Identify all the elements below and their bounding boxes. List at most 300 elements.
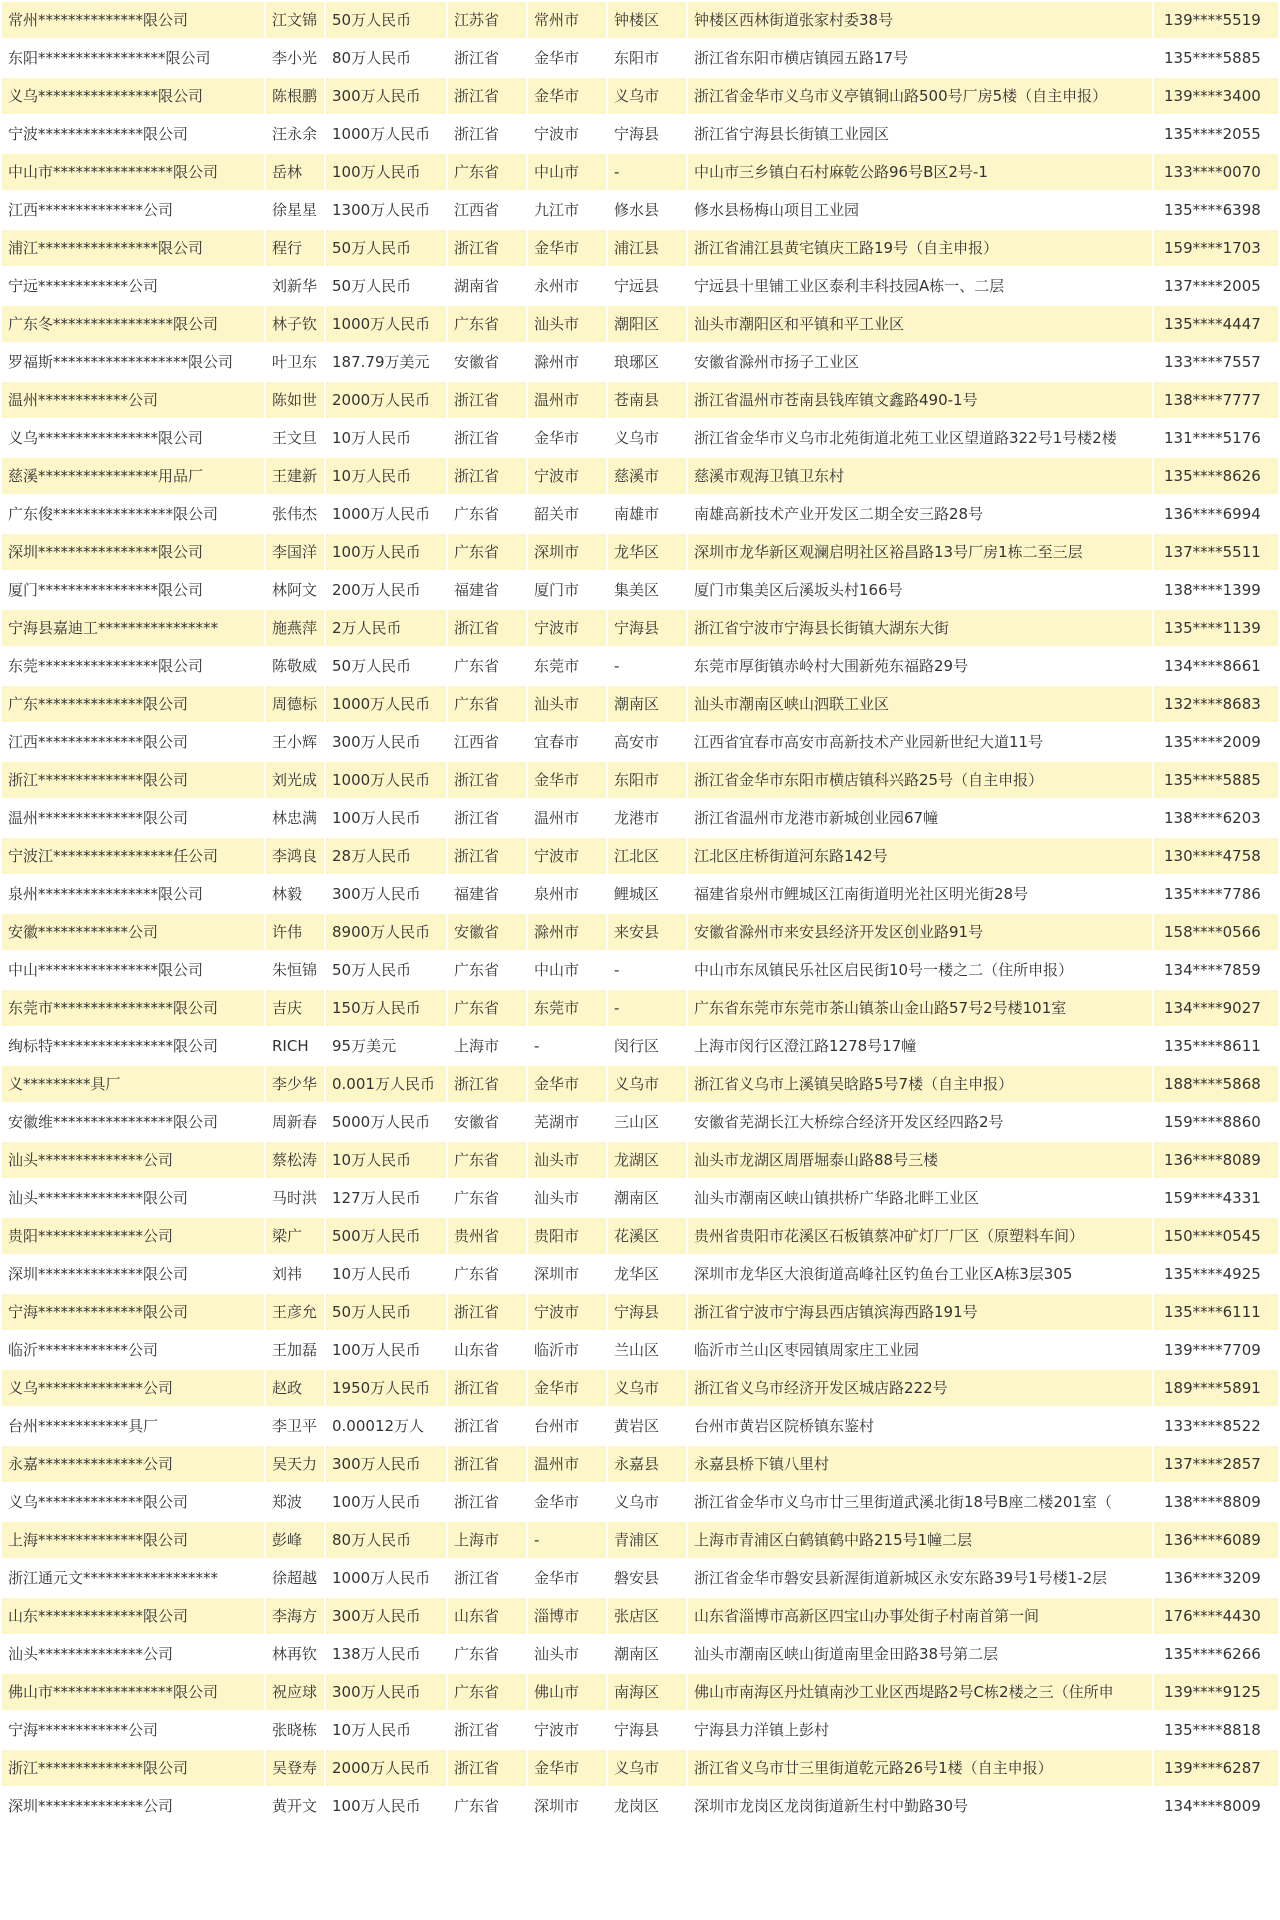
legal-rep-cell: 陈如世 xyxy=(266,382,324,418)
province-cell: 广东省 xyxy=(448,1180,526,1216)
registered-capital-cell: 1000万人民币 xyxy=(326,686,446,722)
table-row xyxy=(2,1484,1278,1520)
address-cell: 江北区庄桥街道河东路142号 xyxy=(688,838,1152,874)
legal-rep-cell: 林毅 xyxy=(266,876,324,912)
province-cell: 广东省 xyxy=(448,1674,526,1710)
table-row xyxy=(2,686,1278,722)
table-row xyxy=(2,1636,1278,1672)
phone-cell: 130****4758 xyxy=(1154,838,1278,874)
city-cell: 金华市 xyxy=(528,230,606,266)
registered-capital-cell: 1000万人民币 xyxy=(326,306,446,342)
city-cell: 淄博市 xyxy=(528,1598,606,1634)
city-cell: 汕头市 xyxy=(528,1142,606,1178)
district-cell: - xyxy=(608,648,686,684)
company-name-cell: 温州**************限公司 xyxy=(2,800,264,836)
company-name-cell: 泉州****************限公司 xyxy=(2,876,264,912)
city-cell: 宁波市 xyxy=(528,838,606,874)
address-cell: 贵州省贵阳市花溪区石板镇蔡冲矿灯厂厂区（原塑料车间） xyxy=(688,1218,1152,1254)
registered-capital-cell: 100万人民币 xyxy=(326,1788,446,1824)
table-row xyxy=(2,534,1278,570)
registered-capital-cell: 187.79万美元 xyxy=(326,344,446,380)
city-cell: 滁州市 xyxy=(528,344,606,380)
registered-capital-cell: 300万人民币 xyxy=(326,1674,446,1710)
legal-rep-cell: 刘光成 xyxy=(266,762,324,798)
legal-rep-cell: 程行 xyxy=(266,230,324,266)
registered-capital-cell: 100万人民币 xyxy=(326,1484,446,1520)
table-row xyxy=(2,1560,1278,1596)
phone-cell: 137****2005 xyxy=(1154,268,1278,304)
company-name-cell: 东莞****************限公司 xyxy=(2,648,264,684)
table-row xyxy=(2,154,1278,190)
district-cell: 高安市 xyxy=(608,724,686,760)
table-row xyxy=(2,610,1278,646)
phone-cell: 136****8089 xyxy=(1154,1142,1278,1178)
company-name-cell: 中山市****************限公司 xyxy=(2,154,264,190)
legal-rep-cell: 马时洪 xyxy=(266,1180,324,1216)
table-row xyxy=(2,762,1278,798)
phone-cell: 139****9125 xyxy=(1154,1674,1278,1710)
province-cell: 广东省 xyxy=(448,648,526,684)
city-cell: 深圳市 xyxy=(528,534,606,570)
company-name-cell: 浙江**************限公司 xyxy=(2,762,264,798)
address-cell: 佛山市南海区丹灶镇南沙工业区西堤路2号C栋2楼之三（住所申 xyxy=(688,1674,1152,1710)
table-row xyxy=(2,192,1278,228)
phone-cell: 131****5176 xyxy=(1154,420,1278,456)
city-cell: 深圳市 xyxy=(528,1788,606,1824)
address-cell: 上海市闵行区澄江路1278号17幢 xyxy=(688,1028,1152,1064)
table-body xyxy=(2,2,1278,1824)
phone-cell: 138****7777 xyxy=(1154,382,1278,418)
province-cell: 浙江省 xyxy=(448,610,526,646)
phone-cell: 134****7859 xyxy=(1154,952,1278,988)
district-cell: 磐安县 xyxy=(608,1560,686,1596)
city-cell: 滁州市 xyxy=(528,914,606,950)
legal-rep-cell: 刘新华 xyxy=(266,268,324,304)
address-cell: 安徽省滁州市来安县经济开发区创业路91号 xyxy=(688,914,1152,950)
registered-capital-cell: 1300万人民币 xyxy=(326,192,446,228)
company-name-cell: 常州**************限公司 xyxy=(2,2,264,38)
table-row xyxy=(2,838,1278,874)
table-row xyxy=(2,268,1278,304)
district-cell: 三山区 xyxy=(608,1104,686,1140)
city-cell: 汕头市 xyxy=(528,686,606,722)
city-cell: 芜湖市 xyxy=(528,1104,606,1140)
phone-cell: 150****0545 xyxy=(1154,1218,1278,1254)
district-cell: - xyxy=(608,952,686,988)
registered-capital-cell: 80万人民币 xyxy=(326,1522,446,1558)
address-cell: 浙江省宁波市宁海县西店镇滨海西路191号 xyxy=(688,1294,1152,1330)
province-cell: 山东省 xyxy=(448,1332,526,1368)
phone-cell: 135****4925 xyxy=(1154,1256,1278,1292)
legal-rep-cell: 刘祎 xyxy=(266,1256,324,1292)
address-cell: 浙江省金华市磐安县新渥街道新城区永安东路39号1号楼1-2层 xyxy=(688,1560,1152,1596)
legal-rep-cell: 张晓栋 xyxy=(266,1712,324,1748)
table-row xyxy=(2,1750,1278,1786)
city-cell: 佛山市 xyxy=(528,1674,606,1710)
city-cell: 金华市 xyxy=(528,420,606,456)
registered-capital-cell: 100万人民币 xyxy=(326,534,446,570)
registered-capital-cell: 300万人民币 xyxy=(326,724,446,760)
phone-cell: 137****5511 xyxy=(1154,534,1278,570)
city-cell: 临沂市 xyxy=(528,1332,606,1368)
province-cell: 广东省 xyxy=(448,534,526,570)
registered-capital-cell: 300万人民币 xyxy=(326,876,446,912)
district-cell: 宁海县 xyxy=(608,1294,686,1330)
district-cell: 东阳市 xyxy=(608,40,686,76)
table-row xyxy=(2,230,1278,266)
province-cell: 浙江省 xyxy=(448,1408,526,1444)
district-cell: 浦江县 xyxy=(608,230,686,266)
table-row xyxy=(2,914,1278,950)
district-cell: 慈溪市 xyxy=(608,458,686,494)
legal-rep-cell: 朱恒锦 xyxy=(266,952,324,988)
district-cell: 集美区 xyxy=(608,572,686,608)
address-cell: 安徽省滁州市扬子工业区 xyxy=(688,344,1152,380)
address-cell: 浙江省金华市义乌市义亭镇铜山路500号厂房5楼（自主申报） xyxy=(688,78,1152,114)
phone-cell: 135****8818 xyxy=(1154,1712,1278,1748)
phone-cell: 134****8661 xyxy=(1154,648,1278,684)
company-name-cell: 义乌**************限公司 xyxy=(2,1484,264,1520)
address-cell: 永嘉县桥下镇八里村 xyxy=(688,1446,1152,1482)
company-name-cell: 深圳**************公司 xyxy=(2,1788,264,1824)
company-name-cell: 宁远************公司 xyxy=(2,268,264,304)
phone-cell: 133****8522 xyxy=(1154,1408,1278,1444)
city-cell: 温州市 xyxy=(528,382,606,418)
district-cell: 龙华区 xyxy=(608,534,686,570)
company-name-cell: 广东冬****************限公司 xyxy=(2,306,264,342)
province-cell: 广东省 xyxy=(448,990,526,1026)
district-cell: 黄岩区 xyxy=(608,1408,686,1444)
phone-cell: 139****5519 xyxy=(1154,2,1278,38)
legal-rep-cell: 吴登寿 xyxy=(266,1750,324,1786)
province-cell: 浙江省 xyxy=(448,40,526,76)
company-name-cell: 台州************具厂 xyxy=(2,1408,264,1444)
province-cell: 浙江省 xyxy=(448,230,526,266)
province-cell: 安徽省 xyxy=(448,344,526,380)
province-cell: 广东省 xyxy=(448,496,526,532)
registered-capital-cell: 10万人民币 xyxy=(326,1142,446,1178)
table-row xyxy=(2,1598,1278,1634)
table-row xyxy=(2,1142,1278,1178)
legal-rep-cell: 梁广 xyxy=(266,1218,324,1254)
registered-capital-cell: 138万人民币 xyxy=(326,1636,446,1672)
company-name-cell: 安徽维****************限公司 xyxy=(2,1104,264,1140)
registered-capital-cell: 2000万人民币 xyxy=(326,1750,446,1786)
table-row xyxy=(2,1712,1278,1748)
legal-rep-cell: 王文旦 xyxy=(266,420,324,456)
registered-capital-cell: 50万人民币 xyxy=(326,268,446,304)
phone-cell: 139****7709 xyxy=(1154,1332,1278,1368)
city-cell: 金华市 xyxy=(528,1560,606,1596)
table-row xyxy=(2,78,1278,114)
legal-rep-cell: 李国洋 xyxy=(266,534,324,570)
company-name-cell: 宁波江****************任公司 xyxy=(2,838,264,874)
registered-capital-cell: 0.00012万人 xyxy=(326,1408,446,1444)
address-cell: 浙江省宁海县长街镇工业园区 xyxy=(688,116,1152,152)
table-row xyxy=(2,724,1278,760)
registered-capital-cell: 127万人民币 xyxy=(326,1180,446,1216)
district-cell: 义乌市 xyxy=(608,78,686,114)
legal-rep-cell: RICH xyxy=(266,1028,324,1064)
company-name-cell: 永嘉**************公司 xyxy=(2,1446,264,1482)
registered-capital-cell: 50万人民币 xyxy=(326,952,446,988)
registered-capital-cell: 300万人民币 xyxy=(326,78,446,114)
district-cell: 东阳市 xyxy=(608,762,686,798)
district-cell: 苍南县 xyxy=(608,382,686,418)
city-cell: 汕头市 xyxy=(528,1180,606,1216)
registered-capital-cell: 1000万人民币 xyxy=(326,762,446,798)
company-name-cell: 浙江通元文****************** xyxy=(2,1560,264,1596)
district-cell: 龙港市 xyxy=(608,800,686,836)
company-name-cell: 绚标特****************限公司 xyxy=(2,1028,264,1064)
table-row xyxy=(2,952,1278,988)
province-cell: 浙江省 xyxy=(448,1294,526,1330)
city-cell: 厦门市 xyxy=(528,572,606,608)
city-cell: 宁波市 xyxy=(528,1294,606,1330)
registered-capital-cell: 50万人民币 xyxy=(326,2,446,38)
province-cell: 福建省 xyxy=(448,572,526,608)
district-cell: 青浦区 xyxy=(608,1522,686,1558)
registered-capital-cell: 0.001万人民币 xyxy=(326,1066,446,1102)
district-cell: 宁海县 xyxy=(608,1712,686,1748)
district-cell: - xyxy=(608,990,686,1026)
city-cell: 中山市 xyxy=(528,952,606,988)
phone-cell: 176****4430 xyxy=(1154,1598,1278,1634)
district-cell: 来安县 xyxy=(608,914,686,950)
phone-cell: 159****8860 xyxy=(1154,1104,1278,1140)
district-cell: 永嘉县 xyxy=(608,1446,686,1482)
legal-rep-cell: 许伟 xyxy=(266,914,324,950)
phone-cell: 136****3209 xyxy=(1154,1560,1278,1596)
province-cell: 安徽省 xyxy=(448,914,526,950)
province-cell: 浙江省 xyxy=(448,78,526,114)
address-cell: 浙江省义乌市廿三里街道乾元路26号1楼（自主申报） xyxy=(688,1750,1152,1786)
company-name-cell: 临沂************公司 xyxy=(2,1332,264,1368)
district-cell: 江北区 xyxy=(608,838,686,874)
city-cell: 金华市 xyxy=(528,78,606,114)
district-cell: 宁海县 xyxy=(608,116,686,152)
district-cell: 义乌市 xyxy=(608,1066,686,1102)
district-cell: 花溪区 xyxy=(608,1218,686,1254)
legal-rep-cell: 蔡松涛 xyxy=(266,1142,324,1178)
table-row xyxy=(2,800,1278,836)
address-cell: 汕头市潮南区峡山镇拱桥广华路北畔工业区 xyxy=(688,1180,1152,1216)
company-name-cell: 宁海县嘉迪工**************** xyxy=(2,610,264,646)
registered-capital-cell: 300万人民币 xyxy=(326,1598,446,1634)
registered-capital-cell: 100万人民币 xyxy=(326,800,446,836)
phone-cell: 189****5891 xyxy=(1154,1370,1278,1406)
province-cell: 贵州省 xyxy=(448,1218,526,1254)
registered-capital-cell: 150万人民币 xyxy=(326,990,446,1026)
address-cell: 深圳市龙华区大浪街道高峰社区钓鱼台工业区A栋3层305 xyxy=(688,1256,1152,1292)
address-cell: 宁海县力洋镇上彭村 xyxy=(688,1712,1152,1748)
company-name-cell: 义乌****************限公司 xyxy=(2,420,264,456)
table-row xyxy=(2,1180,1278,1216)
city-cell: - xyxy=(528,1028,606,1064)
table-row xyxy=(2,306,1278,342)
phone-cell: 135****5885 xyxy=(1154,762,1278,798)
district-cell: 修水县 xyxy=(608,192,686,228)
district-cell: 潮南区 xyxy=(608,686,686,722)
company-name-cell: 汕头**************限公司 xyxy=(2,1180,264,1216)
province-cell: 广东省 xyxy=(448,1636,526,1672)
province-cell: 安徽省 xyxy=(448,1104,526,1140)
legal-rep-cell: 祝应球 xyxy=(266,1674,324,1710)
company-name-cell: 东莞市****************限公司 xyxy=(2,990,264,1026)
table-row xyxy=(2,40,1278,76)
legal-rep-cell: 黄开文 xyxy=(266,1788,324,1824)
registered-capital-cell: 50万人民币 xyxy=(326,230,446,266)
registered-capital-cell: 10万人民币 xyxy=(326,1256,446,1292)
city-cell: - xyxy=(528,1522,606,1558)
company-name-cell: 罗福斯******************限公司 xyxy=(2,344,264,380)
address-cell: 江西省宜春市高安市高新技术产业园新世纪大道11号 xyxy=(688,724,1152,760)
district-cell: 龙湖区 xyxy=(608,1142,686,1178)
province-cell: 广东省 xyxy=(448,154,526,190)
address-cell: 台州市黄岩区院桥镇东鉴村 xyxy=(688,1408,1152,1444)
registered-capital-cell: 2万人民币 xyxy=(326,610,446,646)
legal-rep-cell: 吴天力 xyxy=(266,1446,324,1482)
province-cell: 浙江省 xyxy=(448,458,526,494)
province-cell: 浙江省 xyxy=(448,800,526,836)
registered-capital-cell: 1000万人民币 xyxy=(326,1560,446,1596)
legal-rep-cell: 周德标 xyxy=(266,686,324,722)
table-row xyxy=(2,1370,1278,1406)
phone-cell: 133****0070 xyxy=(1154,154,1278,190)
address-cell: 汕头市潮南区峡山泗联工业区 xyxy=(688,686,1152,722)
legal-rep-cell: 江文锦 xyxy=(266,2,324,38)
registered-capital-cell: 50万人民币 xyxy=(326,1294,446,1330)
district-cell: 义乌市 xyxy=(608,420,686,456)
city-cell: 温州市 xyxy=(528,800,606,836)
table-row xyxy=(2,2,1278,38)
province-cell: 山东省 xyxy=(448,1598,526,1634)
company-name-cell: 浙江**************限公司 xyxy=(2,1750,264,1786)
table-row xyxy=(2,382,1278,418)
table-row xyxy=(2,1028,1278,1064)
company-name-cell: 义乌**************公司 xyxy=(2,1370,264,1406)
phone-cell: 135****6398 xyxy=(1154,192,1278,228)
registered-capital-cell: 8900万人民币 xyxy=(326,914,446,950)
district-cell: 宁远县 xyxy=(608,268,686,304)
phone-cell: 135****7786 xyxy=(1154,876,1278,912)
table-row xyxy=(2,458,1278,494)
province-cell: 浙江省 xyxy=(448,1484,526,1520)
district-cell: 龙华区 xyxy=(608,1256,686,1292)
legal-rep-cell: 李海方 xyxy=(266,1598,324,1634)
table-row xyxy=(2,572,1278,608)
registered-capital-cell: 10万人民币 xyxy=(326,458,446,494)
address-cell: 钟楼区西林街道张家村委38号 xyxy=(688,2,1152,38)
province-cell: 浙江省 xyxy=(448,116,526,152)
city-cell: 贵阳市 xyxy=(528,1218,606,1254)
address-cell: 浙江省宁波市宁海县长街镇大湖东大街 xyxy=(688,610,1152,646)
table-row xyxy=(2,1218,1278,1254)
registered-capital-cell: 95万美元 xyxy=(326,1028,446,1064)
city-cell: 东莞市 xyxy=(528,648,606,684)
district-cell: - xyxy=(608,154,686,190)
district-cell: 南海区 xyxy=(608,1674,686,1710)
province-cell: 江西省 xyxy=(448,724,526,760)
address-cell: 山东省淄博市高新区四宝山办事处街子村南首第一间 xyxy=(688,1598,1152,1634)
province-cell: 浙江省 xyxy=(448,1370,526,1406)
city-cell: 永州市 xyxy=(528,268,606,304)
address-cell: 广东省东莞市东莞市茶山镇茶山金山路57号2号楼101室 xyxy=(688,990,1152,1026)
phone-cell: 137****2857 xyxy=(1154,1446,1278,1482)
address-cell: 浙江省金华市义乌市北苑街道北苑工业区望道路322号1号楼2楼 xyxy=(688,420,1152,456)
district-cell: 义乌市 xyxy=(608,1370,686,1406)
company-name-cell: 义乌****************限公司 xyxy=(2,78,264,114)
city-cell: 金华市 xyxy=(528,1750,606,1786)
district-cell: 南雄市 xyxy=(608,496,686,532)
table-row xyxy=(2,496,1278,532)
registered-capital-cell: 50万人民币 xyxy=(326,648,446,684)
phone-cell: 138****1399 xyxy=(1154,572,1278,608)
province-cell: 湖南省 xyxy=(448,268,526,304)
province-cell: 浙江省 xyxy=(448,1446,526,1482)
district-cell: 义乌市 xyxy=(608,1484,686,1520)
registered-capital-cell: 10万人民币 xyxy=(326,420,446,456)
legal-rep-cell: 赵政 xyxy=(266,1370,324,1406)
table-row xyxy=(2,1408,1278,1444)
province-cell: 上海市 xyxy=(448,1522,526,1558)
phone-cell: 135****6111 xyxy=(1154,1294,1278,1330)
legal-rep-cell: 陈根鹏 xyxy=(266,78,324,114)
phone-cell: 139****3400 xyxy=(1154,78,1278,114)
province-cell: 浙江省 xyxy=(448,762,526,798)
district-cell: 宁海县 xyxy=(608,610,686,646)
address-cell: 南雄高新技术产业开发区二期全安三路28号 xyxy=(688,496,1152,532)
phone-cell: 139****6287 xyxy=(1154,1750,1278,1786)
legal-rep-cell: 林再钦 xyxy=(266,1636,324,1672)
address-cell: 深圳市龙华新区观澜启明社区裕昌路13号厂房1栋二至三层 xyxy=(688,534,1152,570)
province-cell: 浙江省 xyxy=(448,1750,526,1786)
address-cell: 福建省泉州市鲤城区江南街道明光社区明光街28号 xyxy=(688,876,1152,912)
province-cell: 广东省 xyxy=(448,1788,526,1824)
table-row xyxy=(2,1256,1278,1292)
phone-cell: 138****8809 xyxy=(1154,1484,1278,1520)
company-name-cell: 深圳**************限公司 xyxy=(2,1256,264,1292)
table-row xyxy=(2,1674,1278,1710)
address-cell: 安徽省芜湖长江大桥综合经济开发区经四路2号 xyxy=(688,1104,1152,1140)
table-row xyxy=(2,648,1278,684)
district-cell: 潮南区 xyxy=(608,1180,686,1216)
address-cell: 修水县杨梅山项目工业园 xyxy=(688,192,1152,228)
address-cell: 临沂市兰山区枣园镇周家庄工业园 xyxy=(688,1332,1152,1368)
district-cell: 张店区 xyxy=(608,1598,686,1634)
phone-cell: 135****5885 xyxy=(1154,40,1278,76)
province-cell: 广东省 xyxy=(448,1142,526,1178)
address-cell: 浙江省温州市苍南县钱库镇文鑫路490-1号 xyxy=(688,382,1152,418)
city-cell: 汕头市 xyxy=(528,306,606,342)
registered-capital-cell: 200万人民币 xyxy=(326,572,446,608)
registered-capital-cell: 1950万人民币 xyxy=(326,1370,446,1406)
table-row xyxy=(2,420,1278,456)
legal-rep-cell: 徐星星 xyxy=(266,192,324,228)
address-cell: 汕头市潮阳区和平镇和平工业区 xyxy=(688,306,1152,342)
city-cell: 温州市 xyxy=(528,1446,606,1482)
city-cell: 宁波市 xyxy=(528,458,606,494)
city-cell: 九江市 xyxy=(528,192,606,228)
company-name-cell: 中山****************限公司 xyxy=(2,952,264,988)
company-name-cell: 广东**************限公司 xyxy=(2,686,264,722)
city-cell: 韶关市 xyxy=(528,496,606,532)
city-cell: 汕头市 xyxy=(528,1636,606,1672)
table-row xyxy=(2,116,1278,152)
registered-capital-cell: 5000万人民币 xyxy=(326,1104,446,1140)
address-cell: 汕头市潮南区峡山街道南里金田路38号第二层 xyxy=(688,1636,1152,1672)
table-row xyxy=(2,1788,1278,1824)
